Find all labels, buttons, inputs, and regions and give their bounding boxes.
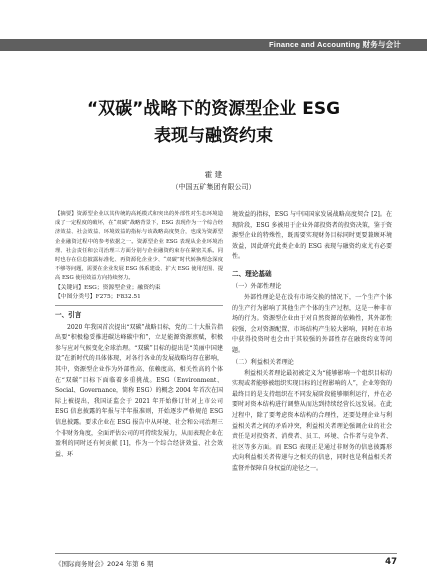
section-heading-intro: 一、引言 bbox=[55, 310, 82, 319]
abstract-text: 【摘要】资源型企业以其传统的高耗模式和突出的外部性对生态环境造成了一定程度的破坏，在“双碳”战略背景下，ESG 表现作为一个综合经济效益、社会效益、环境效益的指标与该战略高度契合，也成为资源型企业融资过程中的参考依据之一。资源型企业 ESG 表现从企业环境治理、社会责任和公司治理三方面分别与企业融资约束存在紧密关系。同时也存在信息披露标准化、再资源化企业少、“双碳”时代转换理念深度不够等问题，需要在企业发展 ESG 体系建设、扩大 ESG 使用范围、提高 ESG 使用效益方向持续努力。 bbox=[55, 211, 223, 282]
body-paragraph: 外部性理论是在没有市场交换的情况下，一个生产个体的生产行为影响了其他生产个体的生产过程，这是一种非市场的行为。资源型企业由于对自然资源的依赖性，其外部性较强，会对资源配置、市场结构产生较大影响，同时在市场中获得投资时也会由于其较强的外部性存在融资约束等问题。 bbox=[232, 293, 392, 354]
subsection-heading-externality: （一）外部性理论 bbox=[232, 282, 282, 290]
section-heading-theory: 二、理论基础 bbox=[232, 269, 272, 278]
page-number: 47 bbox=[385, 557, 397, 567]
keywords: 【关键词】ESG；资源型企业；融资约束 bbox=[55, 284, 161, 291]
body-paragraph: 利益相关者理论最初被定义为“能够影响一个组织目标的实现或者能够被组织实现目标的过程影响的人”，企业筹资的最终目的是支持组织在不同发展阶段能够顺利运行，并在必要时对资本结构进行调整从而达到持续经营长远发展。在此过程中，除了要考虑资本结构的合理性，还要处理企业与利益相关者之间的矛盾冲突，利益相关者理论强调企业的社会责任是对投资者、消费者、员工、环境、合作者与竞争者、社区等多方面。而 ESG 表现正是通过非财务的信息披露形式向利益相关者传递与之相关的信息，同时也是利益相关者监督并保障自身权益的途径之一。 bbox=[232, 369, 392, 472]
left-column bbox=[55, 210, 223, 460]
footer-divider bbox=[55, 553, 397, 554]
body-paragraph: 境效益的指标，ESG 与中国国家发展战略高度契合 [2]。在现阶段，ESG 多被用于企业外部投资者的投资决策，鉴于资源型企业的特殊性，既需要实现财务目标同时更要兼顾环境效益，因此研究此类企业的 ESG 表现与融资约束尤有必要性。 bbox=[232, 211, 392, 261]
journal-name: 《国际商务财会》2024 年第 6 期 bbox=[55, 560, 154, 568]
clc-number: 【中图分类号】F275；F832.51 bbox=[55, 293, 141, 300]
subsection-heading-stakeholder: （二）利益相关者理论 bbox=[232, 358, 294, 366]
abstract-divider bbox=[55, 305, 223, 306]
right-column bbox=[232, 210, 392, 474]
article-title-line2: 表现与融资约束 bbox=[154, 126, 273, 146]
section-header-label: Finance and Accounting 财务与会计 bbox=[269, 40, 401, 49]
body-paragraph: 2020 年我国首次提出“双碳”战略目标，党的二十大报告指出要“积极稳妥推进碳达峰碳中和”，立足能源资源禀赋，积极参与应对气候变化全球治理。“双碳”目标的提出是“美丽中国建设”在新时代的具体体现，对各行各业的发展战略均存在影响，其中，资源型企业作为外部性高、依赖度高、相关性高的个体在“双碳”目标下面临着多重挑战。ESG（Environment、Social、Governance，简称 ESG）的概念 2004 年首次在国际上被提出，我国证监会于 2021 年开始修订针对上市公司 ESG 信息披露的年报与半年报准则，开始逐步严格规范 ESG 信息披露。要求企业在 ESG 报告中从环境、社会和公司治理三个非财务角度，全面评估公司的可持续发展力，从而表现企业在盈利的同时还有何贡献 [1]，作为一个综合经济效益、社会效益、环 bbox=[55, 323, 224, 458]
author-affiliation: （中国五矿集团有限公司） bbox=[171, 183, 256, 191]
author-name: 霍 建 bbox=[204, 170, 223, 179]
article-title-line1: “双碳”战略下的资源型企业 ESG bbox=[86, 99, 341, 119]
